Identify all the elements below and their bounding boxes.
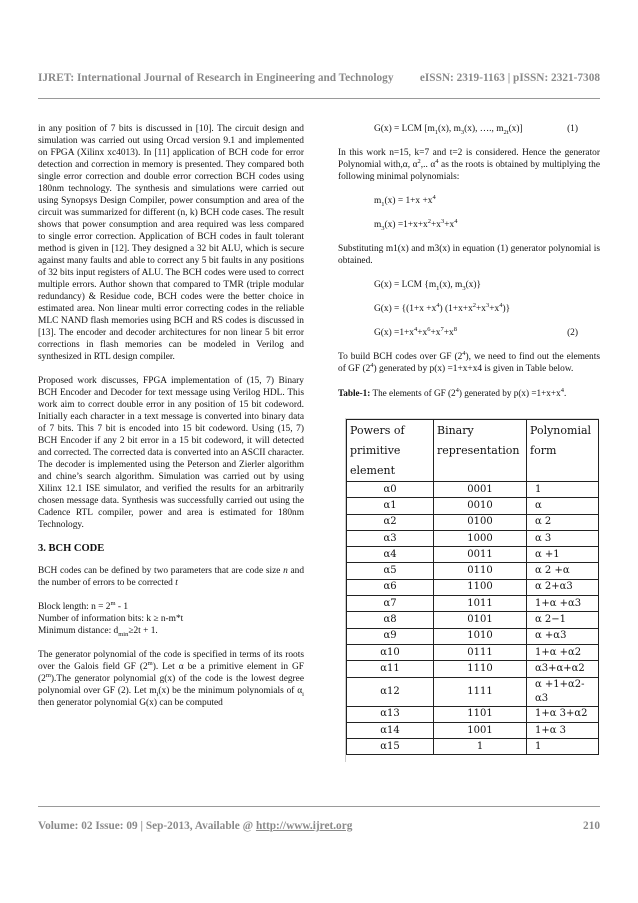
page-number: 210 — [583, 820, 600, 832]
page-footer — [38, 820, 600, 832]
binary-cell: 1010 — [434, 628, 527, 644]
power-cell: α9 — [347, 628, 434, 644]
binary-cell: 0011 — [434, 547, 527, 563]
table-row — [347, 482, 599, 498]
header-polynomial: Polynomial form — [527, 420, 599, 482]
equation-1: G(x) = LCM [$m_1(x)$, $m_3(x)$, …., $m_{2t}(x)$] (1) — [374, 124, 578, 136]
power-cell: α8 — [347, 612, 434, 628]
polynomial-cell: α +α3 — [527, 628, 599, 644]
binary-cell: 1101 — [434, 706, 527, 722]
block-length: Block length: $n = 2^m - 1$ — [38, 599, 129, 612]
section-heading: 3. BCH CODE — [38, 543, 105, 554]
minimal-polynomial-m3: $m_3(x) =1+x+x^2+x^3+x^4$ — [374, 217, 458, 232]
polynomial-cell: 1+α 3 — [527, 722, 599, 738]
table-row — [347, 677, 599, 706]
binary-cell: 0111 — [434, 644, 527, 660]
polynomial-cell: α 2 — [527, 514, 599, 530]
table-row — [347, 579, 599, 595]
left-column — [38, 123, 304, 721]
table-row — [347, 722, 599, 738]
paragraph-parameters: In this work n=15, k=7 and t=2 is considered. Hence the generator Polynomial with,α, $\alpha^2$,.. $\alpha^4$ as the roots is obtained by multiplying the following minimal polynomials: — [338, 148, 600, 182]
binary-cell: 0001 — [434, 482, 527, 498]
binary-cell: 1000 — [434, 530, 527, 546]
minimal-polynomial-m1: $m_1(x) = 1+x +x^4$ — [374, 193, 436, 208]
equation-number-2: (2) — [567, 328, 578, 338]
power-cell: α15 — [347, 739, 434, 755]
journal-title: IJRET: International Journal of Research in Engineering and Technology — [38, 72, 394, 84]
right-column — [338, 123, 600, 407]
polynomial-cell: α +1+α2-α3 — [527, 677, 599, 706]
power-cell: α6 — [347, 579, 434, 595]
power-cell: α3 — [347, 530, 434, 546]
binary-cell: 1 — [434, 739, 527, 755]
binary-cell: 0101 — [434, 612, 527, 628]
table-row — [347, 612, 599, 628]
paragraph-substituting: Substituting m1(x) and m3(x) in equation (1) generator polynomial is obtained. — [338, 244, 600, 266]
paragraph-related-work: in any position of 7 bits is discussed in [10]. The circuit design and simulation was carried out using Orcad version 9.1 and implemented on FPGA (Xilinx xc4013). In [11] application of BCH code for error detection and correction in memory is presented. They compared both single error correction and double error correction BCH codes using 180nm technology. The synthesis and simulations were carried out using Synopsys Design Compiler, power consumption and area of the circuit was summarized for different (n, k) BCH code cases. The result shows that power consumption and area required was less compared to single error correction. Application of BCH codes in fault tolerant method is given in [12]. They designed a 32 bit ALU, which is secure against many faults and able to correct any 5 bit faults in any positions of 32 bits input registers of ALU. The BCH codes were used to correct multiple errors. Author shown that compared to TMR (triple modular redundancy) & Residue code, BCH codes were the better choice in estimated area. Non linear multi error correcting codes in the reliable MLC NAND flash memories using BCH and RS codes is discussed in [13]. The encoder and decoder architectures for non linear 5 bit error corrections in flash memories can be modeled in Verilog and synthesized in RTL design compiler. — [38, 124, 304, 362]
polynomial-cell: α 2+α3 — [527, 579, 599, 595]
header-rule — [38, 98, 600, 99]
polynomial-cell: 1+α +α3 — [527, 596, 599, 612]
footer-volume: Volume: 02 Issue: 09 | Sep-2013, Available @ — [38, 820, 256, 832]
table-caption: Table-1: The elements of GF $(2^4)$ generated by $p(x) =1+x+x^4$. — [338, 386, 567, 398]
binary-cell: 0110 — [434, 563, 527, 579]
table-row — [347, 706, 599, 722]
polynomial-cell: 1+α +α2 — [527, 644, 599, 660]
polynomial-cell: 1+α 3+α2 — [527, 706, 599, 722]
paragraph-bch-definition: BCH codes can be defined by two parameters that are code size n and the number of errors to be corrected t — [38, 566, 305, 588]
generator-lcm: G(x) = LCM {$m_1(x)$, $m_3(x)$} — [374, 280, 481, 292]
minimum-distance: Minimum distance: $d_{min}\ge 2t + 1$. — [38, 626, 158, 638]
polynomial-cell: 1 — [527, 482, 599, 498]
binary-cell: 0010 — [434, 498, 527, 514]
power-cell: α2 — [347, 514, 434, 530]
generator-product: $G(x) = \{(1+x +x^4)$ $(1+x+x^2+x^3+x^4)$} — [374, 301, 511, 314]
header-binary: Binary representation — [434, 420, 527, 482]
table-row — [347, 739, 599, 755]
table-row — [347, 628, 599, 644]
table-row — [347, 514, 599, 530]
polynomial-cell: α 2−1 — [527, 612, 599, 628]
table-header-row — [347, 420, 599, 482]
issn-label: eISSN: 2319-1163 | pISSN: 2321-7308 — [419, 72, 600, 84]
equation-number-1: (1) — [567, 124, 578, 134]
table-row — [347, 547, 599, 563]
power-cell: α14 — [347, 722, 434, 738]
table-row — [347, 661, 599, 677]
polynomial-cell: α3+α+α2 — [527, 661, 599, 677]
binary-cell: 1001 — [434, 722, 527, 738]
table-row — [347, 498, 599, 514]
binary-cell: 1100 — [434, 579, 527, 595]
power-cell: α10 — [347, 644, 434, 660]
power-cell: α1 — [347, 498, 434, 514]
power-cell: α13 — [347, 706, 434, 722]
polynomial-cell: α 2 +α — [527, 563, 599, 579]
power-cell: α7 — [347, 596, 434, 612]
binary-cell: 1011 — [434, 596, 527, 612]
polynomial-cell: α — [527, 498, 599, 514]
gf-table-container — [345, 418, 599, 762]
table-row — [347, 563, 599, 579]
bch-parameters — [38, 601, 304, 637]
equation-2: $G(x) =1+x^4+x^6+x^7+x^8$ (2) — [374, 325, 578, 338]
table-row — [347, 644, 599, 660]
journal-link[interactable]: http://www.ijret.org — [255, 820, 353, 832]
header-powers: Powers of primitive element — [347, 420, 434, 482]
polynomial-cell: 1 — [527, 739, 599, 755]
power-cell: α0 — [347, 482, 434, 498]
binary-cell: 1111 — [434, 677, 527, 706]
polynomial-cell: α +1 — [527, 547, 599, 563]
paragraph-generator-polynomial: The generator polynomial of the code is specified in terms of its roots over the Galois field GF (2$^m$). Let α be a primitive element in GF (2$^m$).The generator polynomial g(x) of the code is the lowest degree polynomial over GF (2). Let $m_i(x)$ be the minimum polynomials of $\alpha_i$ then generator polynomial G(x) can be computed — [38, 650, 305, 708]
gf-elements-table — [346, 419, 599, 755]
binary-cell: 1110 — [434, 661, 527, 677]
power-cell: α11 — [347, 661, 434, 677]
paragraph-build-bch: To build BCH codes over GF $(2^4)$, we need to find out the elements of GF $(2^4)$ generated by p(x) =1+x+x4 is given in Table below. — [338, 349, 600, 374]
polynomial-cell: α 3 — [527, 530, 599, 546]
information-bits: Number of information bits: k ≥ n-m*t — [38, 614, 184, 624]
table-row — [347, 530, 599, 546]
power-cell: α5 — [347, 563, 434, 579]
power-cell: α12 — [347, 677, 434, 706]
table-row — [347, 596, 599, 612]
footer-rule — [38, 806, 600, 807]
power-cell: α4 — [347, 547, 434, 563]
binary-cell: 0100 — [434, 514, 527, 530]
paragraph-proposed-work: Proposed work discusses, FPGA implementation of (15, 7) Binary BCH Encoder and Decoder for text message using Verilog HDL. This work aim to correct double error in any position of 15 bit codeword. Initially each character in a text message is converted into binary data of 7 bits. This 7 bit is encoded into 15 bit codeword. Using (15, 7) BCH Encoder if any 2 bit error in a 15 bit codeword, it will detected and corrected. The corrected data is converted into an ASCII character. The decoder is implemented using the Peterson and Zierler algorithm and chine’s search algorithm. Simulation was carried out by using Xilinx 12.1 ISE simulator, and verified the results for an arbitrarily chosen message data. Synthesis was successfully carried out using the Cadence RTL compiler, power and area is estimated for 180nm Technology. — [38, 376, 304, 530]
